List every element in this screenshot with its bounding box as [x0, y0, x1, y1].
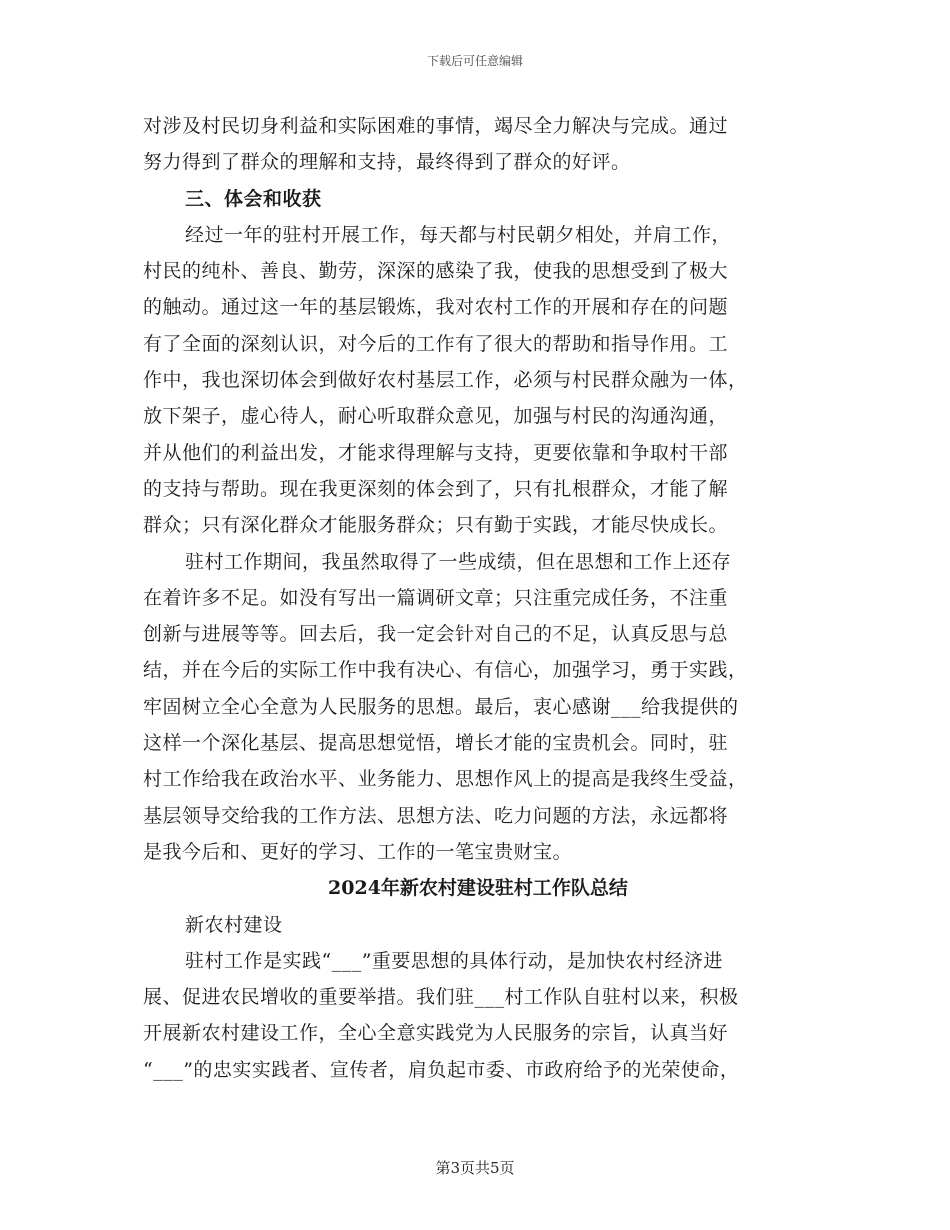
text-line: 基层领导交给我的工作方法、思想方法、吃力问题的方法，永远都将	[143, 804, 729, 827]
page-footer: 第3页共5页	[435, 1159, 515, 1177]
text-line: 村工作给我在政治水平、业务能力、思想作风上的提高是我终生受益，	[143, 768, 748, 791]
text-line: 的触动。通过这一年的基层锻炼，我对农村工作的开展和存在的问题	[143, 296, 729, 319]
text-line: 这样一个深化基层、提高思想觉悟，增长才能的宝贵机会。同时，驻	[143, 732, 729, 755]
text-line: 是我今后和、更好的学习、工作的一笔宝贵财宝。	[143, 840, 573, 863]
text-line: 经过一年的驻村开展工作，每天都与村民朝夕相处，并肩工作，	[185, 223, 732, 246]
text-line: “___”的忠实实践者、宣传者，肩负起市委、市政府给予的光荣使命，	[143, 1058, 740, 1081]
text-line: 开展新农村建设工作，全心全意实践党为人民服务的宗旨，认真当好	[143, 1022, 729, 1045]
text-line: 对涉及村民切身利益和实际困难的事情，竭尽全力解决与完成。通过	[143, 115, 729, 137]
text-line: 在着许多不足。如没有写出一篇调研文章；只注重完成任务，不注重	[143, 586, 729, 609]
text-line: 驻村工作是实践“___”重要思想的具体行动，是加快农村经济进	[185, 949, 723, 972]
text-line: 村民的纯朴、善良、勤劳，深深的感染了我，使我的思想受到了极大	[143, 260, 729, 283]
text-line: 新农村建设	[185, 913, 283, 936]
text-line: 群众；只有深化群众才能服务群众；只有勤于实践，才能尽快成长。	[143, 514, 729, 537]
header-note: 下载后可任意编辑	[426, 54, 523, 68]
text-line: 有了全面的深刻认识，对今后的工作有了很大的帮助和指导作用。工	[143, 332, 729, 355]
text-line: 作中，我也深切体会到做好农村基层工作，必须与村民群众融为一体，	[143, 369, 748, 392]
text-line: 努力得到了群众的理解和支持，最终得到了群众的好评。	[143, 151, 631, 174]
text-line: 展、促进农民增收的重要举措。我们驻___村工作队自驻村以来，积极	[143, 986, 739, 1009]
document-body	[143, 108, 813, 1088]
section-title: 2024年新农村建设驻村工作队总结	[328, 877, 628, 900]
text-line: 创新与进展等等。回去后，我一定会针对自己的不足，认真反思与总	[143, 623, 729, 646]
text-line: 结，并在今后的实际工作中我有决心、有信心，加强学习，勇于实践，	[143, 659, 748, 682]
text-line: 牢固树立全心全意为人民服务的思想。最后，衷心感谢___给我提供的	[143, 695, 739, 718]
text-line: 放下架子，虚心待人，耐心听取群众意见，加强与村民的沟通沟通，	[143, 405, 729, 428]
text-line: 并从他们的利益出发，才能求得理解与支持，更要依靠和争取村干部	[143, 441, 729, 464]
text-line: 的支持与帮助。现在我更深刻的体会到了，只有扎根群众，才能了解	[143, 477, 729, 500]
text-line: 驻村工作期间，我虽然取得了一些成绩，但在思想和工作上还存	[185, 550, 732, 573]
section-heading: 三、体会和收获	[185, 187, 322, 210]
